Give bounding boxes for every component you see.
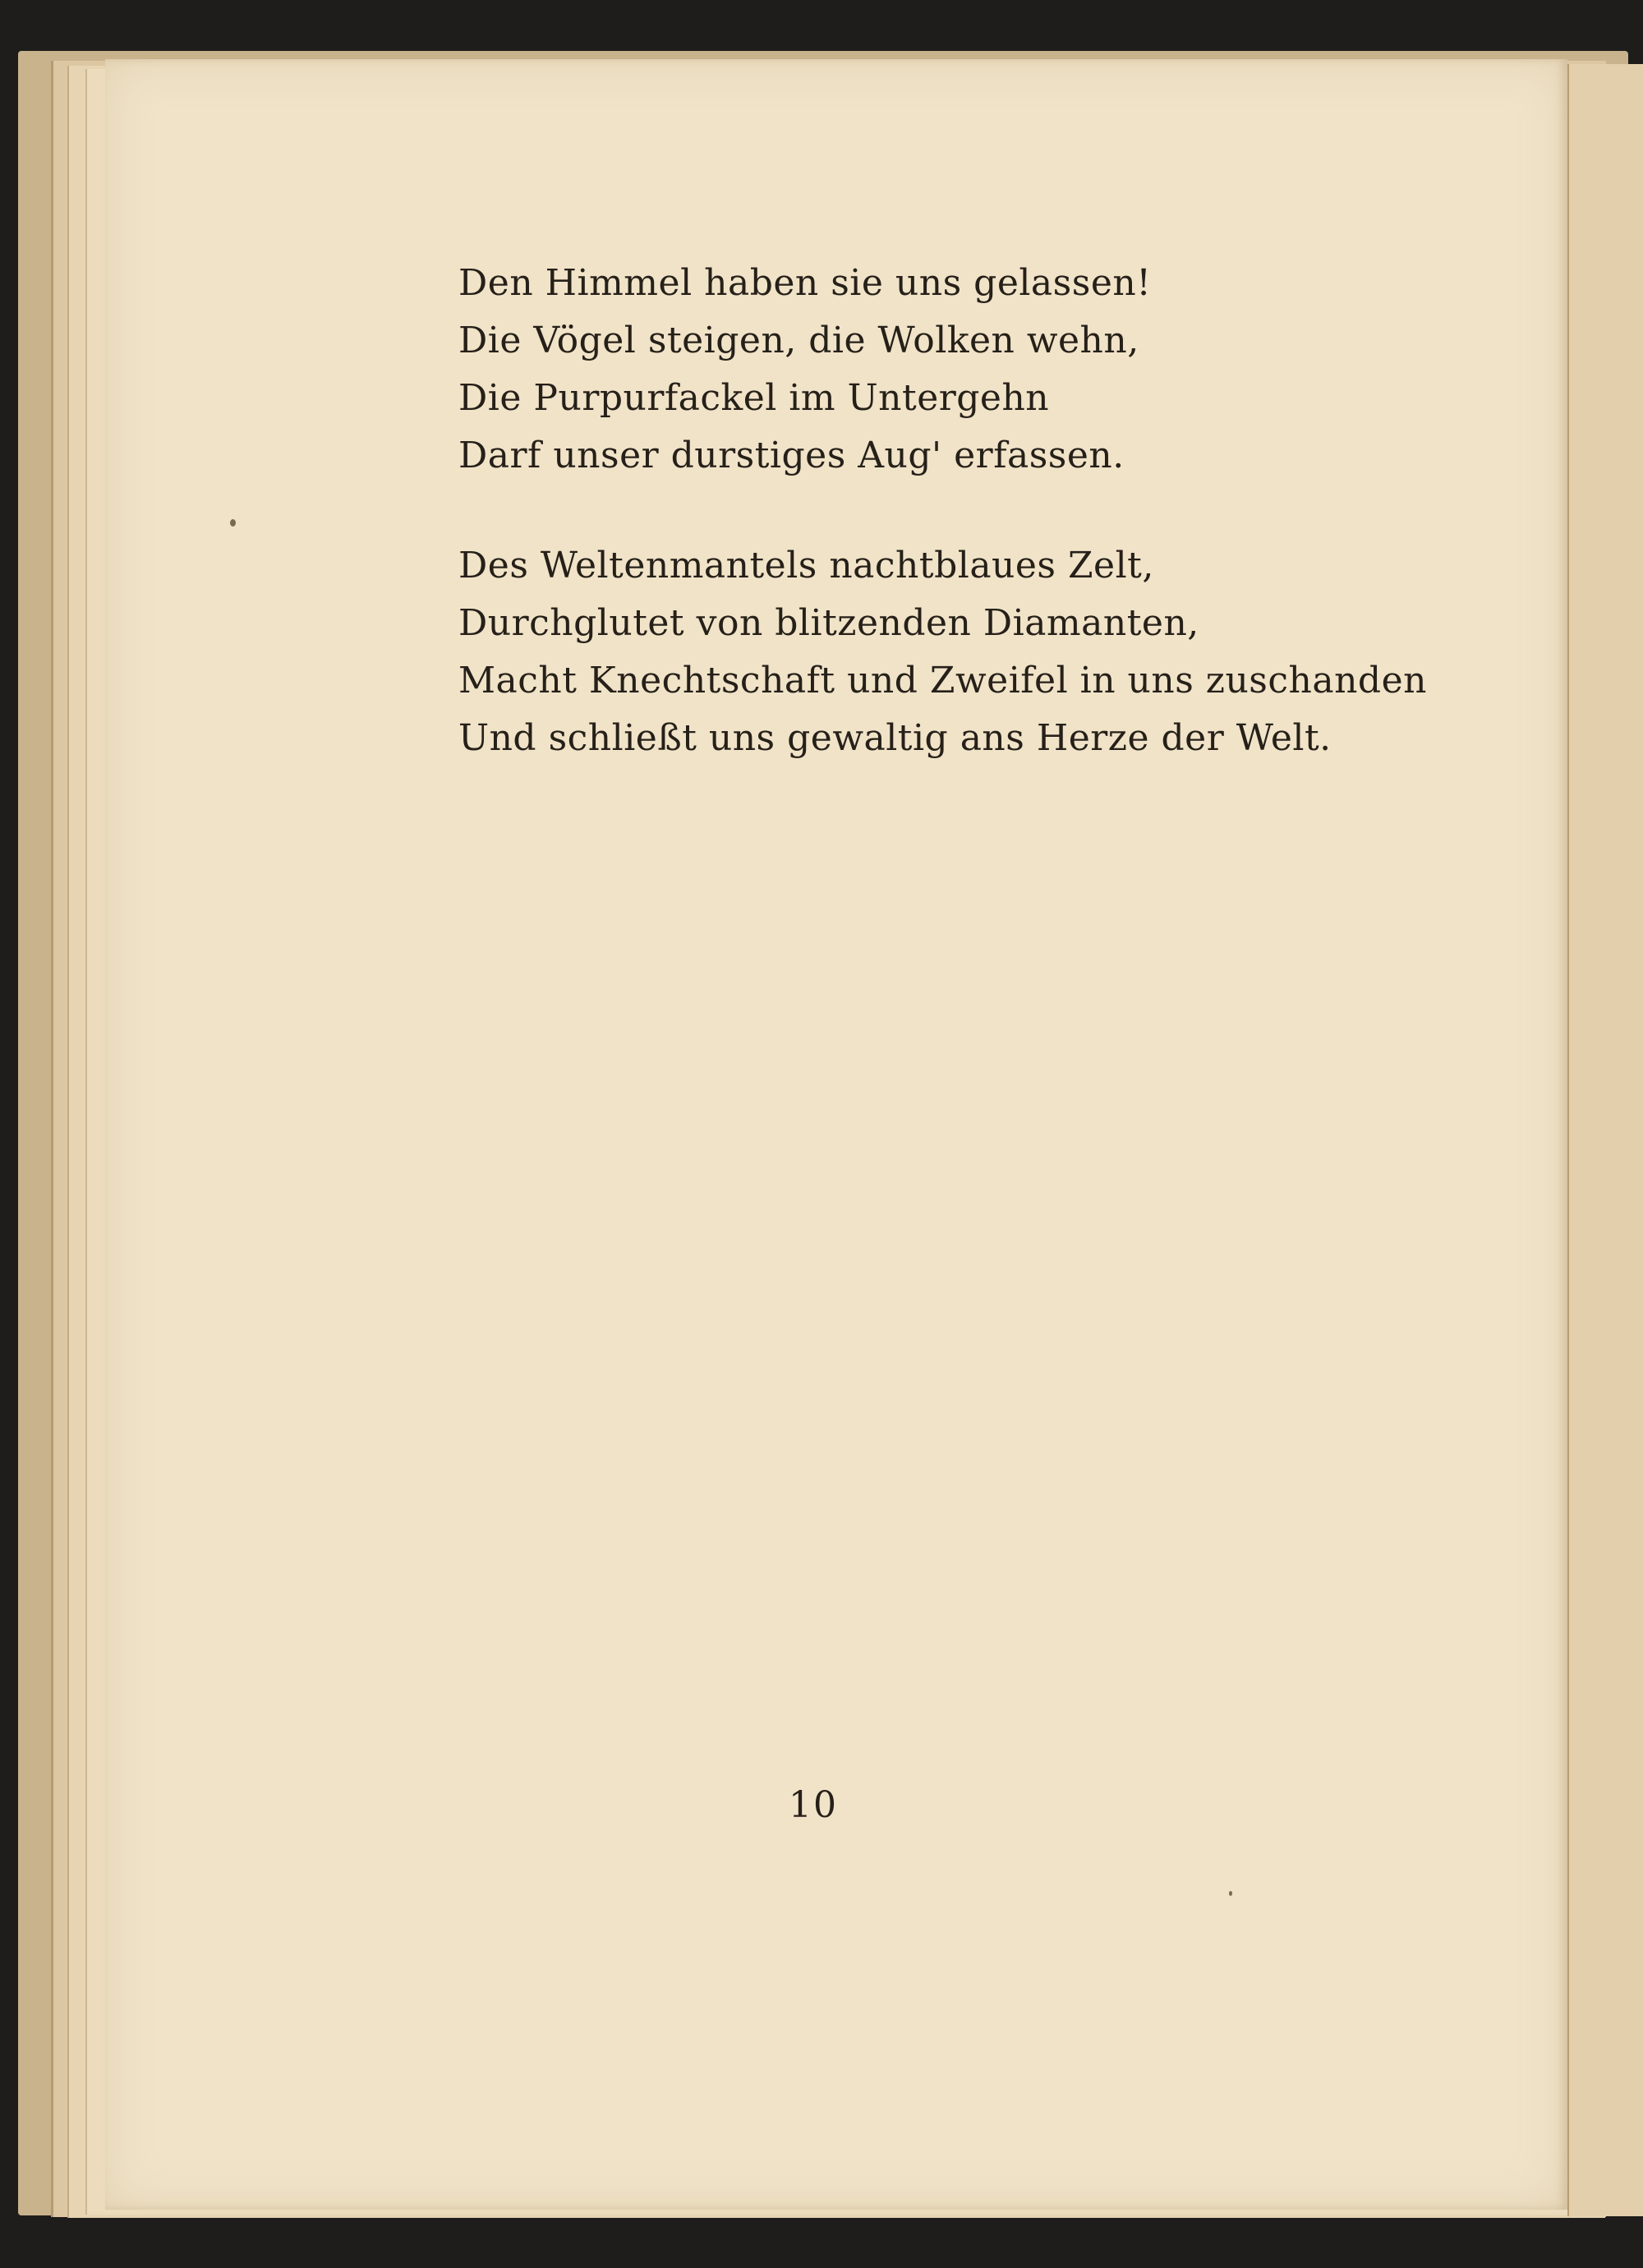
poem <box>458 255 1526 820</box>
paper-speck <box>1229 1891 1232 1896</box>
poem-line: Und schließt uns gewaltig ans Herze der Welt. <box>458 717 1332 759</box>
poem-line: Die Vögel steigen, die Wolken wehn, <box>458 320 1139 361</box>
poem-line: Darf unser durstiges Aug' erfassen. <box>458 435 1125 476</box>
poem-line: Durchglutet von blitzenden Diamanten, <box>458 602 1199 644</box>
facing-page-edge <box>1567 64 1643 2216</box>
poem-line: Macht Knechtschaft und Zweifel in uns zuschanden <box>458 660 1427 702</box>
paper-speck <box>230 519 236 527</box>
poem-line: Den Himmel haben sie uns gelassen! <box>458 262 1152 304</box>
poem-line: Die Purpurfackel im Untergehn <box>458 377 1050 419</box>
page-number: 10 <box>789 1784 838 1826</box>
poem-line: Des Weltenmantels nachtblaues Zelt, <box>458 545 1154 587</box>
stanza-2 <box>458 537 1526 767</box>
book-page <box>105 59 1567 2210</box>
stanza-1 <box>458 255 1526 485</box>
